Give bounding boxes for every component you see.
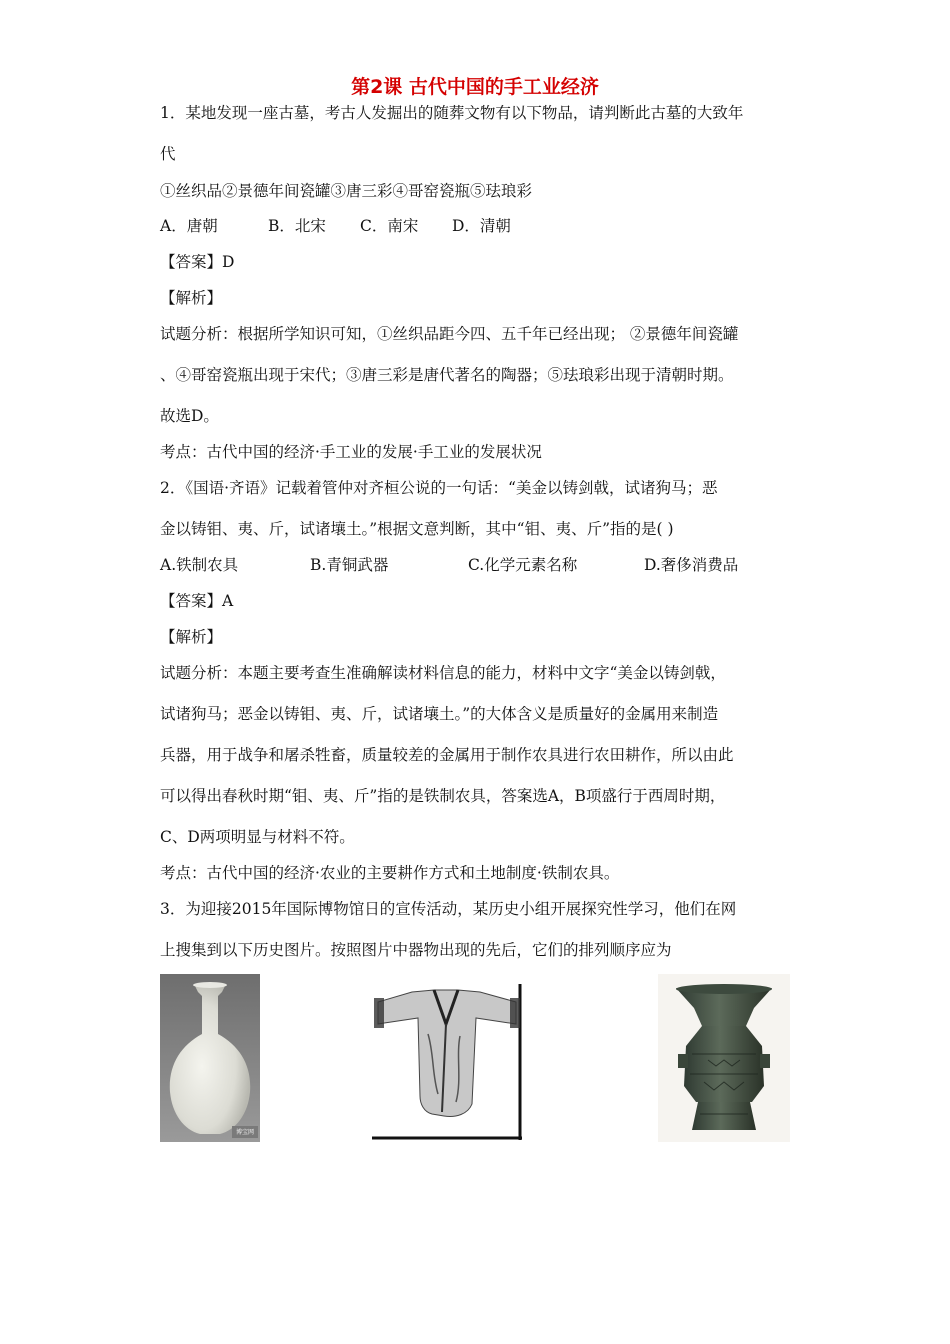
q2-analysis-line2: 试诸狗马；恶金以铸钼、夷、斤，试诸壤土。”的大体含义是质量好的金属用来制造 (160, 705, 719, 723)
q2-answer: 【答案】A (160, 592, 234, 610)
porcelain-vase-image (160, 974, 260, 1142)
q1-stem-line2: 代 (160, 145, 176, 163)
q2-analysis-label: 【解析】 (160, 628, 223, 646)
q1-analysis-line2: 、④哥窑瓷瓶出现于宋代；③唐三彩是唐代著名的陶器；⑤珐琅彩出现于清朝时期。 (160, 366, 734, 384)
q2-stem-line1: 2．《国语·齐语》记载着管仲对齐桓公说的一句话：“美金以铸剑戟，试诸狗马；恶 (160, 479, 718, 497)
q1-option-a: A．唐朝 (160, 217, 218, 235)
q2-options (160, 555, 738, 575)
q2-analysis-line3: 兵器，用于战争和屠杀牲畜，质量较差的金属用于制作农具进行农田耕作，所以由此 (160, 746, 734, 764)
q1-option-c: C．南宋 (360, 217, 419, 235)
bronze-vessel-image (658, 974, 790, 1142)
q2-point: 考点：古代中国的经济·农业的主要耕作方式和土地制度·铁制农具。 (160, 864, 620, 882)
q2-option-b: B.青铜武器 (310, 556, 389, 574)
silk-robe-image (372, 984, 522, 1140)
q1-answer: 【答案】D (160, 253, 235, 271)
q1-option-b: B．北宋 (268, 217, 326, 235)
q1-option-d: D．清朝 (452, 217, 511, 235)
q2-option-c: C.化学元素名称 (468, 556, 578, 574)
q2-option-a: A.铁制农具 (160, 556, 239, 574)
q1-point: 考点：古代中国的经济·手工业的发展·手工业的发展状况 (160, 443, 542, 461)
q1-stem-line1: 1．某地发现一座古墓，考古人发掘出的随葬文物有以下物品，请判断此古墓的大致年 (160, 104, 744, 122)
q1-analysis-label: 【解析】 (160, 289, 223, 307)
q1-options (160, 216, 511, 236)
q1-analysis-line3: 故选D。 (160, 407, 219, 425)
q1-analysis-line1: 试题分析：根据所学知识可知，①丝织品距今四、五千年已经出现； ②景德年间瓷罐 (160, 325, 739, 343)
q2-analysis-line4: 可以得出春秋时期“钼、夷、斤”指的是铁制农具，答案选A，B项盛行于西周时期， (160, 787, 726, 805)
q3-stem-line2: 上搜集到以下历史图片。按照图片中器物出现的先后，它们的排列顺序应为 (160, 941, 672, 959)
lesson-title: 第2课 古代中国的手工业经济 (351, 76, 599, 98)
watermark-text: 博宝网 (235, 1129, 255, 1136)
q2-stem-line2: 金以铸钼、夷、斤，试诸壤土。”根据文意判断，其中“钼、夷、斤”指的是( ) (160, 520, 674, 538)
q2-analysis-line1: 试题分析：本题主要考查生准确解读材料信息的能力，材料中文字“美金以铸剑戟， (160, 664, 726, 682)
q3-stem-line1: 3．为迎接2015年国际博物馆日的宣传活动，某历史小组开展探究性学习，他们在网 (160, 900, 737, 918)
q2-analysis-line5: C、D两项明显与材料不符。 (160, 828, 355, 846)
q1-items: ①丝织品②景德年间瓷罐③唐三彩④哥窑瓷瓶⑤珐琅彩 (160, 182, 533, 200)
q2-option-d: D.奢侈消费品 (644, 556, 739, 574)
